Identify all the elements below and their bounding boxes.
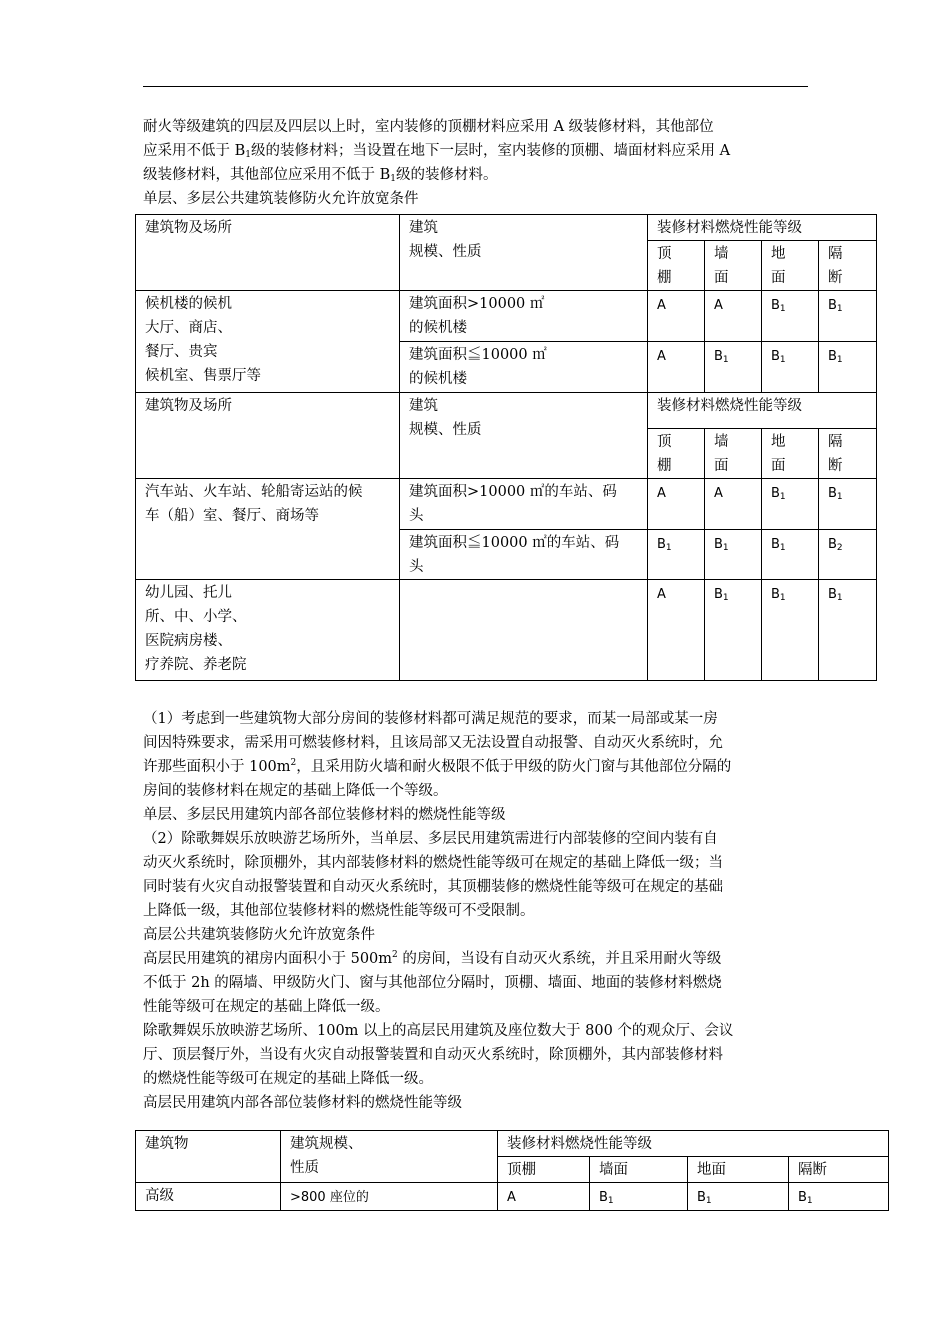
grade-cell: $B_1$ — [705, 530, 762, 580]
grade-cell: A — [705, 291, 762, 342]
header-scale: 建筑 规模、性质 — [400, 215, 648, 291]
heading-2: 单层、多层民用建筑内部各部位装修材料的燃烧性能等级 — [143, 807, 506, 823]
header-grade: 装修材料燃烧性能等级 — [648, 393, 877, 429]
intro-line-2: 应采用不低于 $B_1$级的装修材料；当设置在地下一层时，室内装修的顶棚、墙面材料应采用 A — [143, 143, 731, 160]
body-text — [143, 707, 733, 1115]
grade-cell: A — [705, 479, 762, 530]
grade-cell: $B_1$ — [762, 342, 819, 393]
grade-cell: $B_1$ — [819, 479, 877, 530]
grade-cell: $B_1$ — [762, 530, 819, 580]
header-place: 建筑物及场所 — [136, 393, 400, 479]
header-floor: 地 面 — [762, 241, 819, 291]
p2-line: 上降低一级，其他部位装修材料的燃烧性能等级可不受限制。 — [143, 903, 535, 919]
intro-line-3: 级装修材料，其他部位应采用不低于 $B_1$级的装修材料。 — [143, 167, 498, 184]
header-partition: 隔 断 — [819, 429, 877, 479]
header-partition: 隔 断 — [819, 241, 877, 291]
header-scale: 建筑规模、 性质 — [281, 1131, 498, 1183]
place-school-hospital: 幼儿园、托儿 所、中、小学、 医院病房楼、 疗养院、养老院 — [136, 580, 400, 681]
header-ceiling: 顶 棚 — [648, 241, 705, 291]
grade-cell: $B_1$ — [688, 1183, 789, 1211]
header-ceiling: 顶棚 — [498, 1157, 590, 1183]
place-airport: 候机楼的候机 大厅、商店、 餐厅、贵宾 候机室、售票厅等 — [136, 291, 400, 393]
place-cell: 高级 — [136, 1183, 281, 1211]
intro-line-1: 耐火等级建筑的四层及四层以上时，室内装修的顶棚材料应采用 A 级装修材料，其他部位 — [143, 119, 714, 135]
header-wall: 墙面 — [590, 1157, 688, 1183]
grade-cell: $B_1$ — [762, 291, 819, 342]
table2-caption: 高层民用建筑内部各部位装修材料的燃烧性能等级 — [143, 1095, 462, 1111]
p2-line: 动灭火系统时，除顶棚外，其内部装修材料的燃烧性能等级可在规定的基础上降低一级；当 — [143, 855, 723, 871]
p1-line: 许那些面积小于 $100m^2$，且采用防火墙和耐火极限不低于甲级的防火门窗与其他部位分隔的 — [143, 758, 732, 775]
grade-cell: $B_1$ — [762, 580, 819, 681]
p3-line: 不低于 2h 的隔墙、甲级防火门、窗与其他部位分隔时，顶棚、墙面、地面的装修材料燃烧 — [143, 975, 722, 991]
grade-cell: $B_1$ — [819, 342, 877, 393]
scale-cell: >800 座位的 — [281, 1183, 498, 1211]
grade-cell: $B_2$ — [819, 530, 877, 580]
scale-cell: 建筑面积≦10000 ㎡的车站、码 头 — [400, 530, 648, 580]
grade-cell: $B_1$ — [590, 1183, 688, 1211]
header-floor: 地 面 — [762, 429, 819, 479]
header-partition: 隔断 — [789, 1157, 889, 1183]
heading-3: 高层公共建筑装修防火允许放宽条件 — [143, 927, 375, 943]
intro-paragraph — [143, 115, 730, 211]
header-place: 建筑物及场所 — [136, 215, 400, 291]
grade-cell: $B_1$ — [648, 530, 705, 580]
grade-cell: A — [648, 580, 705, 681]
p4-line: 厅、顶层餐厅外，当设有火灾自动报警装置和自动灭火系统时，除顶棚外，其内部装修材料 — [143, 1047, 723, 1063]
grade-cell: A — [648, 479, 705, 530]
scale-cell: 建筑面积>10000 ㎡的车站、码 头 — [400, 479, 648, 530]
table1-caption: 单层、多层公共建筑装修防火允许放宽条件 — [143, 191, 419, 207]
header-place: 建筑物 — [136, 1131, 281, 1183]
header-wall: 墙 面 — [705, 429, 762, 479]
p2-line: 同时装有火灾自动报警装置和自动灭火系统时，其顶棚装修的燃烧性能等级可在规定的基础 — [143, 879, 723, 895]
p1-line: （1）考虑到一些建筑物大部分房间的装修材料都可满足规范的要求，而某一局部或某一房 — [143, 711, 718, 727]
place-station: 汽车站、火车站、轮船寄运站的候 车（船）室、餐厅、商场等 — [136, 479, 400, 580]
scale-cell-empty — [400, 580, 648, 681]
grade-cell: A — [648, 291, 705, 342]
header-floor: 地面 — [688, 1157, 789, 1183]
header-wall: 墙 面 — [705, 241, 762, 291]
grade-cell: $B_1$ — [789, 1183, 889, 1211]
grade-cell: $B_1$ — [762, 479, 819, 530]
grade-cell: $B_1$ — [705, 580, 762, 681]
header-scale: 建筑 规模、性质 — [400, 393, 648, 479]
table-highrise — [135, 1130, 889, 1211]
p1-line: 房间的装修材料在规定的基础上降低一个等级。 — [143, 783, 448, 799]
header-grade: 装修材料燃烧性能等级 — [498, 1131, 889, 1157]
p4-line: 的燃烧性能等级可在规定的基础上降低一级。 — [143, 1071, 433, 1087]
header-ceiling: 顶 棚 — [648, 429, 705, 479]
header-rule — [143, 86, 808, 87]
p1-line: 间因特殊要求，需采用可燃装修材料，且该局部又无法设置自动报警、自动灭火系统时，允 — [143, 735, 723, 751]
scale-cell: 建筑面积≦10000 ㎡ 的候机楼 — [400, 342, 648, 393]
scale-cell: 建筑面积>10000 ㎡ 的候机楼 — [400, 291, 648, 342]
grade-cell: A — [498, 1183, 590, 1211]
table-single-multi-public — [135, 214, 877, 681]
grade-cell: $B_1$ — [705, 342, 762, 393]
p4-line: 除歌舞娱乐放映游艺场所、100m 以上的高层民用建筑及座位数大于 800 个的观众厅、会议 — [143, 1023, 734, 1039]
header-grade: 装修材料燃烧性能等级 — [648, 215, 877, 241]
p3-line: 性能等级可在规定的基础上降低一级。 — [143, 999, 390, 1015]
p3-line: 高层民用建筑的裙房内面积小于 $500m^2$ 的房间，当设有自动灭火系统，并且采用耐火等级 — [143, 950, 722, 967]
grade-cell: $B_1$ — [819, 580, 877, 681]
p2-line: （2）除歌舞娱乐放映游艺场所外，当单层、多层民用建筑需进行内部装修的空间内装有自 — [143, 831, 718, 847]
grade-cell: A — [648, 342, 705, 393]
grade-cell: $B_1$ — [819, 291, 877, 342]
